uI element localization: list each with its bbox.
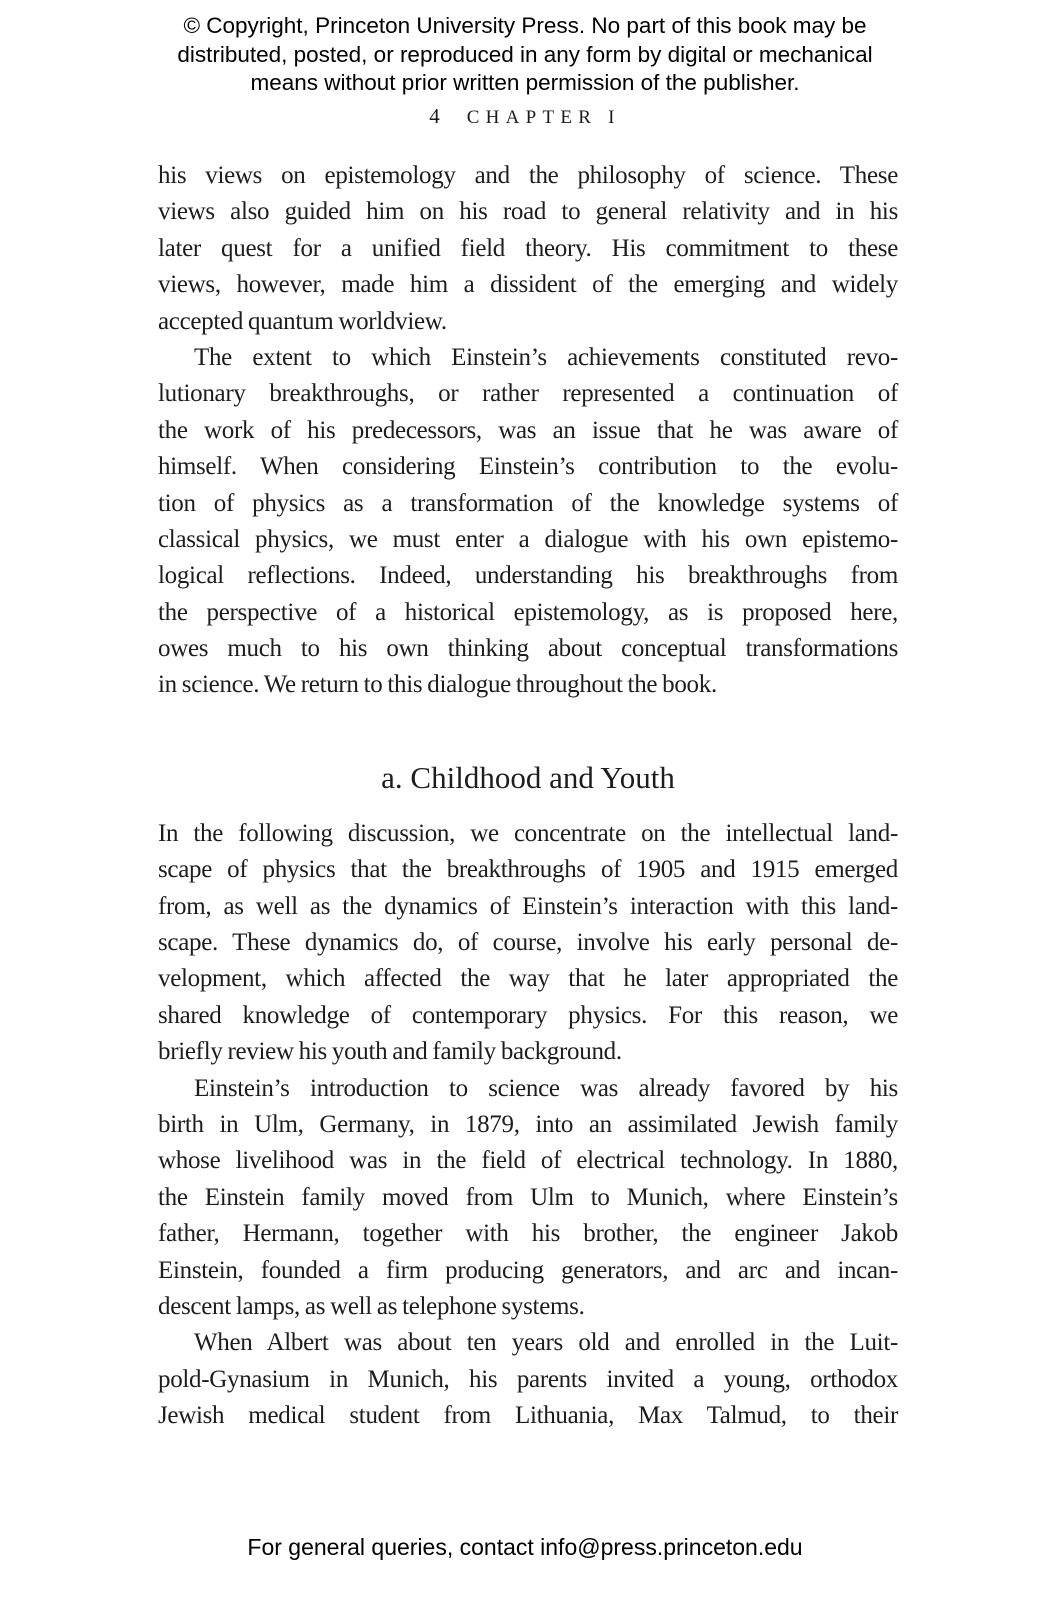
body-text <box>158 158 898 1435</box>
text-line: tion of physics as a transformation of the knowledge systems of <box>158 489 898 517</box>
text-line: father, Hermann, together with his brother, the engineer Jakob <box>158 1220 898 1248</box>
text-line: birth in Ulm, Germany, in 1879, into an assimilated Jewish family <box>158 1110 898 1138</box>
paragraph <box>158 816 898 1071</box>
text-line: the work of his predecessors, was an issue that he was aware of <box>158 416 898 444</box>
text-line: in science. We return to this dialogue throughout the book. <box>158 671 717 699</box>
text-line: himself. When considering Einstein’s contribution to the evolu- <box>158 453 898 481</box>
copyright-line: distributed, posted, or reproduced in any form by digital or mechanical <box>177 41 873 67</box>
copyright-notice <box>0 0 1050 98</box>
text-line: velopment, which affected the way that he later appropriated the <box>158 965 898 993</box>
copyright-line: © Copyright, Princeton University Press. No part of this book may be <box>183 13 867 38</box>
footer-queries-line: For general queries, contact info@press.princeton.edu <box>247 1534 803 1560</box>
text-line: Einstein’s introduction to science was already favored by his <box>194 1074 898 1102</box>
copyright-line: means without prior written permission of the publisher. <box>250 70 800 95</box>
text-line: When Albert was about ten years old and enrolled in the Luit- <box>194 1329 898 1357</box>
text-line: scape. These dynamics do, of course, involve his early personal de- <box>158 929 898 957</box>
text-line: The extent to which Einstein’s achievements constituted revo- <box>194 343 898 371</box>
text-line: Jewish medical student from Lithuania, Max Talmud, to their <box>158 1402 898 1430</box>
text-line: the perspective of a historical epistemology, as is proposed here, <box>158 598 898 626</box>
text-line: descent lamps, as well as telephone systems. <box>158 1292 585 1320</box>
text-line: Einstein, founded a firm producing generators, and arc and incan- <box>158 1256 898 1284</box>
text-line: his views on epistemology and the philosophy of science. These <box>158 162 898 189</box>
text-line: whose livelihood was in the field of electrical technology. In 1880, <box>158 1147 898 1175</box>
text-line: later quest for a unified field theory. His commitment to these <box>158 234 898 262</box>
section-heading: a. Childhood and Youth <box>381 759 675 795</box>
text-line: views also guided him on his road to general relativity and in his <box>158 198 898 226</box>
text-line: the Einstein family moved from Ulm to Munich, where Einstein’s <box>158 1183 898 1211</box>
paragraph <box>158 1071 898 1326</box>
chapter-label: CHAPTER I <box>466 106 621 128</box>
text-line: lutionary breakthroughs, or rather represented a continuation of <box>158 380 898 408</box>
text-line: pold-Gynasium in Munich, his parents invited a young, orthodox <box>158 1365 898 1393</box>
text-line: In the following discussion, we concentrate on the intellectual land- <box>158 819 898 847</box>
paragraph <box>158 340 898 704</box>
text-line: briefly review his youth and family background. <box>158 1038 622 1066</box>
page-number: 4 <box>429 103 440 128</box>
paragraph <box>158 158 898 340</box>
text-line: shared knowledge of contemporary physics. For this reason, we <box>158 1001 898 1029</box>
text-line: accepted quantum worldview. <box>158 307 447 335</box>
text-line: views, however, made him a dissident of the emerging and widely <box>158 271 898 299</box>
text-line: owes much to his own thinking about conceptual transformations <box>158 635 898 663</box>
text-line: scape of physics that the breakthroughs of 1905 and 1915 emerged <box>158 856 898 884</box>
text-line: from, as well as the dynamics of Einstein’s interaction with this land- <box>158 892 898 920</box>
running-head <box>0 103 1050 132</box>
text-line: logical reflections. Indeed, understanding his breakthroughs from <box>158 562 898 590</box>
paragraph <box>158 1325 898 1434</box>
text-line: classical physics, we must enter a dialogue with his own epistemo- <box>158 525 898 553</box>
